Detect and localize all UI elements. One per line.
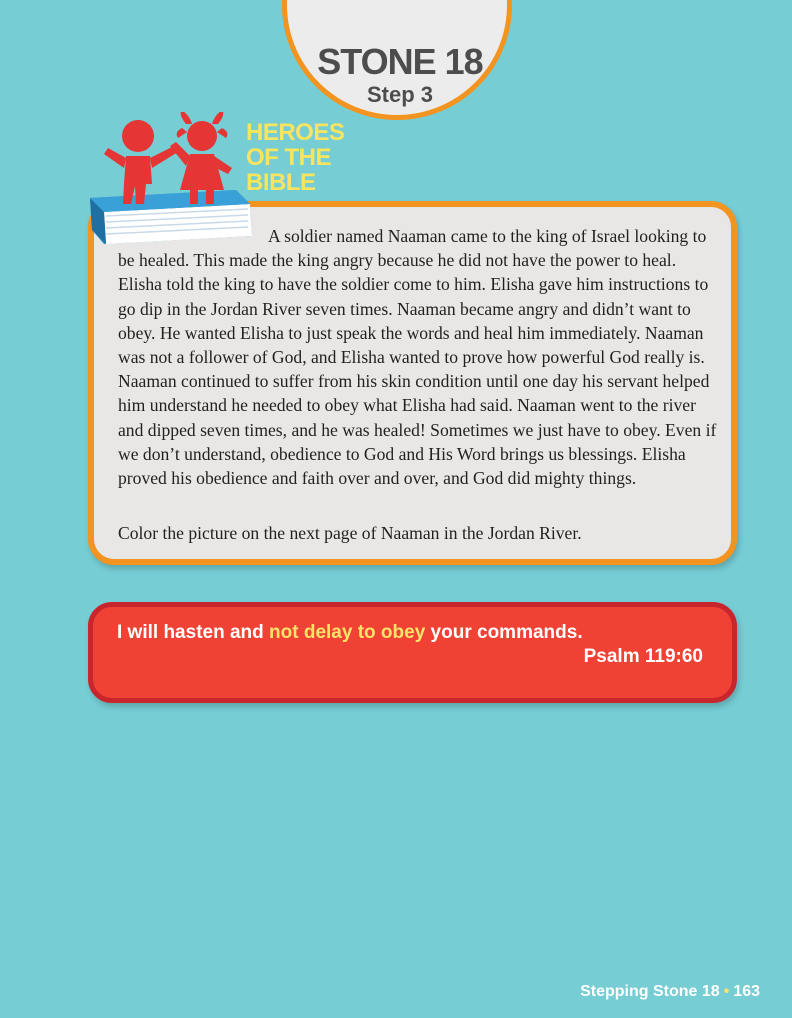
verse-text-part: your commands. <box>425 622 583 643</box>
verse-text-part: I will hasten and <box>117 622 270 643</box>
footer-section-title: Stepping Stone 18 <box>580 983 720 1000</box>
stone-title: STONE 18 <box>317 41 483 82</box>
coloring-instruction: Color the picture on the next page of Naaman in the Jordan River. <box>118 523 582 543</box>
verse-reference: Psalm 119:60 <box>583 646 703 667</box>
heroes-title-line: OF THE <box>246 144 331 171</box>
heroes-of-the-bible-title <box>246 120 376 195</box>
footer-bullet: • <box>723 983 730 1000</box>
story-paragraph <box>118 224 724 490</box>
heroes-title-line: HEROES <box>246 119 345 146</box>
verse-highlight: not delay to obey <box>269 622 426 643</box>
boy-figure-icon <box>104 120 178 204</box>
heroes-title-line: BIBLE <box>246 169 316 196</box>
step-label: Step 3 <box>366 82 434 107</box>
page-footer <box>420 981 760 1003</box>
girl-figure-icon <box>170 112 232 204</box>
memory-verse-text <box>117 620 717 646</box>
story-body-text: A soldier named Naaman came to the king of Israel looking to be healed. This made the king angry because he did not have the power to heal. Elisha told the king to have the soldier come to him. Elisha gave him instructions to go dip in the Jordan River seven times. Naaman became angry and didn’t want to obey. He wanted Elisha to just speak the words and heal him immediately. Naaman was not a follower of God, and Elisha wanted to prove how powerful God really is. Naaman continued to suffer from his skin condition until one day his servant helped him understand he needed to obey what Elisha had said. Naaman went to the river and dipped seven times, and he was healed! Sometimes we just have to obey. Even if we don’t understand, obedience to God and His Word brings us blessings. Elisha proved his obedience and faith over and over, and God did mighty things. <box>118 226 717 489</box>
page-number: 163 <box>733 983 760 1000</box>
